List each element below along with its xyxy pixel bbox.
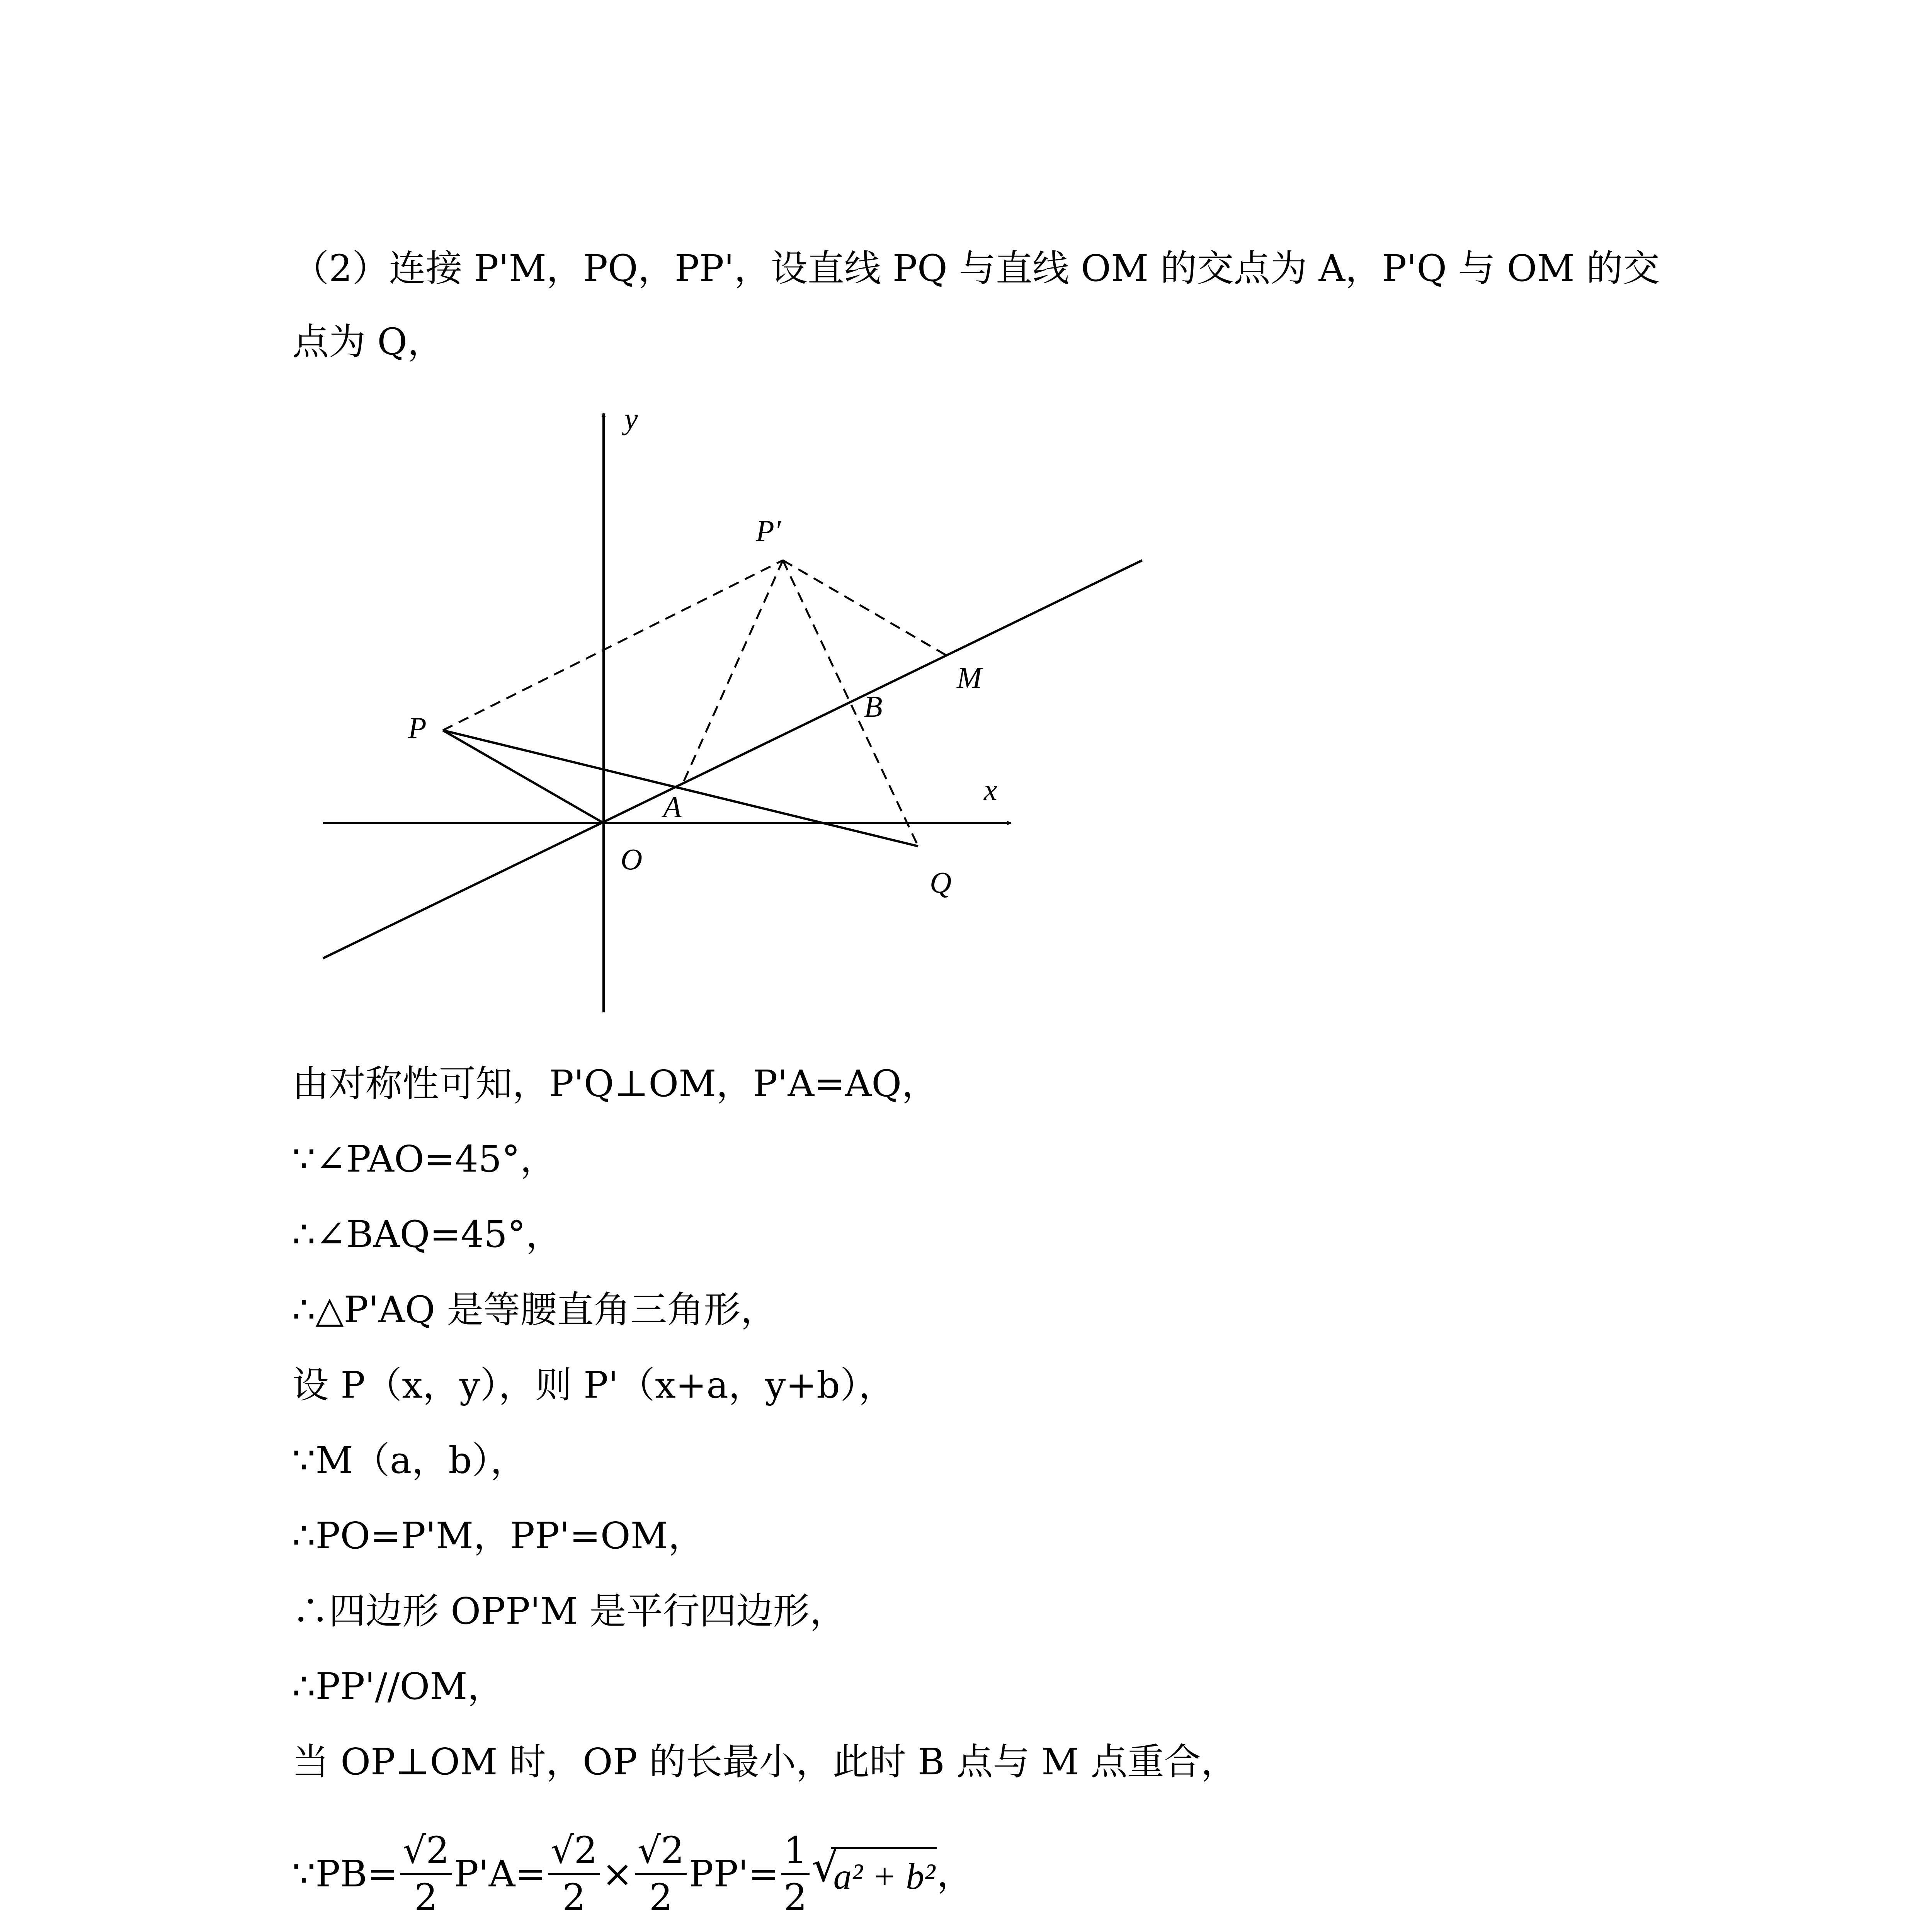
segment-p-prime-a	[682, 560, 783, 784]
step-9: ∴PP'//OM，	[292, 1665, 504, 1708]
step-10: 当 OP⊥OM 时，OP 的长最小，此时 B 点与 M 点重合，	[292, 1741, 1238, 1783]
formula-pb-prefix: ∵PB=	[292, 1853, 398, 1895]
label-b: B	[864, 690, 883, 723]
segment-po	[443, 730, 604, 823]
label-m: M	[957, 661, 982, 694]
label-o: O	[621, 842, 643, 876]
fraction-one-half-a: $\frac{1}{2}$	[781, 1832, 809, 1916]
segment-pq	[443, 730, 918, 846]
step-5: 设 P（x，y），则 P'（x+a，y+b），	[292, 1364, 895, 1406]
line-om	[323, 560, 1142, 958]
formula-pb-mid2: PP'=	[689, 1853, 779, 1895]
step-8: ∴四边形 OPP'M 是平行四边形，	[292, 1590, 847, 1633]
fraction-root2-over-2-c: $\frac{√2}{2}$	[635, 1832, 687, 1916]
step-7: ∴PO=P'M，PP'=OM，	[292, 1515, 705, 1557]
label-p-prime: P′	[756, 514, 781, 548]
y-axis-label: y	[624, 402, 638, 435]
geometry-figure	[292, 390, 1165, 1032]
formula-pb	[292, 1824, 973, 1924]
step-2: ∵∠PAO=45°，	[292, 1138, 557, 1180]
figure-svg	[292, 390, 1165, 1032]
segment-p-prime-m	[783, 560, 949, 657]
formula-pb-suffix: ，	[937, 1853, 974, 1895]
step-1: 由对称性可知，P'Q⊥OM，P'A=AQ，	[292, 1063, 939, 1105]
fraction-root2-over-2-a: $\frac{√2}{2}$	[400, 1832, 452, 1916]
sqrt-a2-b2-a: √ a² + b²	[812, 1847, 937, 1901]
intro-line-1: （2）连接 P'M，PQ，PP'，设直线 PQ 与直线 OM 的交点为 A，P'Q 与 OM 的交	[292, 247, 1660, 290]
step-6: ∵M（a，b），	[292, 1439, 527, 1482]
step-3: ∴∠BAQ=45°，	[292, 1213, 563, 1256]
fraction-root2-over-2-b: $\frac{√2}{2}$	[548, 1832, 600, 1916]
times-sign: ×	[602, 1853, 633, 1895]
label-q: Q	[930, 866, 952, 899]
formula-pb-mid1: P'A=	[454, 1853, 546, 1895]
label-a: A	[663, 790, 682, 824]
intro-line-2: 点为 Q，	[292, 321, 444, 363]
x-axis-label: x	[984, 773, 997, 806]
step-4: ∴△P'AQ 是等腰直角三角形，	[292, 1289, 777, 1331]
segment-pp-prime	[443, 560, 783, 730]
label-p: P	[408, 711, 427, 745]
